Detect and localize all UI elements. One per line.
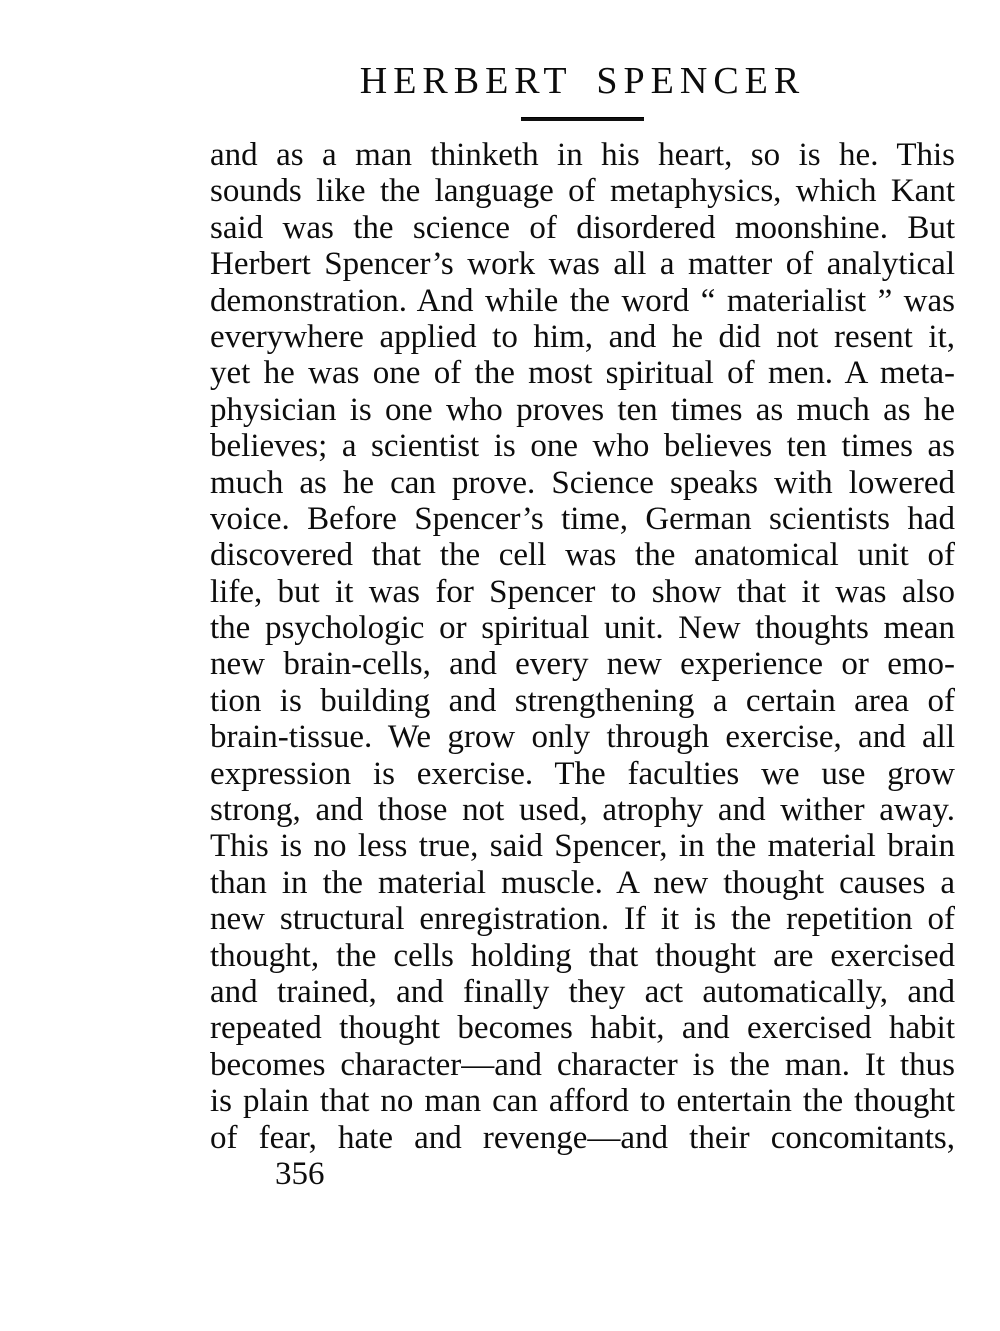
body-line: than in the material muscle. A new thought causes a (210, 864, 955, 901)
body-line: new brain-cells, and every new experience or emo- (210, 646, 955, 683)
body-line: and trained, and finally they act automatically, and (210, 973, 955, 1010)
body-line: life, but it was for Spencer to show that it was also (210, 573, 955, 610)
page-number: 356 (275, 1156, 325, 1192)
body-line: tion is building and strengthening a certain area of (210, 682, 955, 719)
body-line: sounds like the language of metaphysics, which Kant (210, 173, 955, 210)
page-title: HERBERT SPENCER (359, 60, 806, 102)
body-line: believes; a scientist is one who believes ten times as (210, 428, 955, 465)
body-line: demonstration. And while the word “ materialist ” was (210, 282, 955, 319)
body-paragraph (210, 137, 955, 1156)
body-line: strong, and those not used, atrophy and wither away. (210, 792, 955, 829)
body-line: is plain that no man can afford to entertain the thought (210, 1083, 955, 1120)
body-line: discovered that the cell was the anatomical unit of (210, 537, 955, 574)
body-line: voice. Before Spencer’s time, German scientists had (210, 500, 955, 537)
body-line: and as a man thinketh in his heart, so is he. This (210, 137, 955, 173)
body-line: of fear, hate and revenge—and their concomitants, (210, 1119, 955, 1156)
body-line: brain-tissue. We grow only through exercise, and all (210, 719, 955, 756)
body-line: said was the science of disordered moonshine. But (210, 209, 955, 246)
body-line: expression is exercise. The faculties we use grow (210, 755, 955, 792)
body-line: everywhere applied to him, and he did not resent it, (210, 318, 955, 355)
body-line: This is no less true, said Spencer, in the material brain (210, 828, 955, 865)
body-line: thought, the cells holding that thought are exercised (210, 937, 955, 974)
body-line: new structural enregistration. If it is the repetition of (210, 901, 955, 938)
body-line: becomes character—and character is the man. It thus (210, 1046, 955, 1083)
body-line: much as he can prove. Science speaks with lowered (210, 464, 955, 501)
body-line: Herbert Spencer’s work was all a matter of analytical (210, 246, 955, 283)
body-line: yet he was one of the most spiritual of men. A meta- (210, 355, 955, 392)
body-line: repeated thought becomes habit, and exercised habit (210, 1010, 955, 1047)
title-divider-rule (521, 117, 644, 121)
body-line: the psychologic or spiritual unit. New thoughts mean (210, 610, 955, 647)
body-line: physician is one who proves ten times as much as he (210, 391, 955, 428)
